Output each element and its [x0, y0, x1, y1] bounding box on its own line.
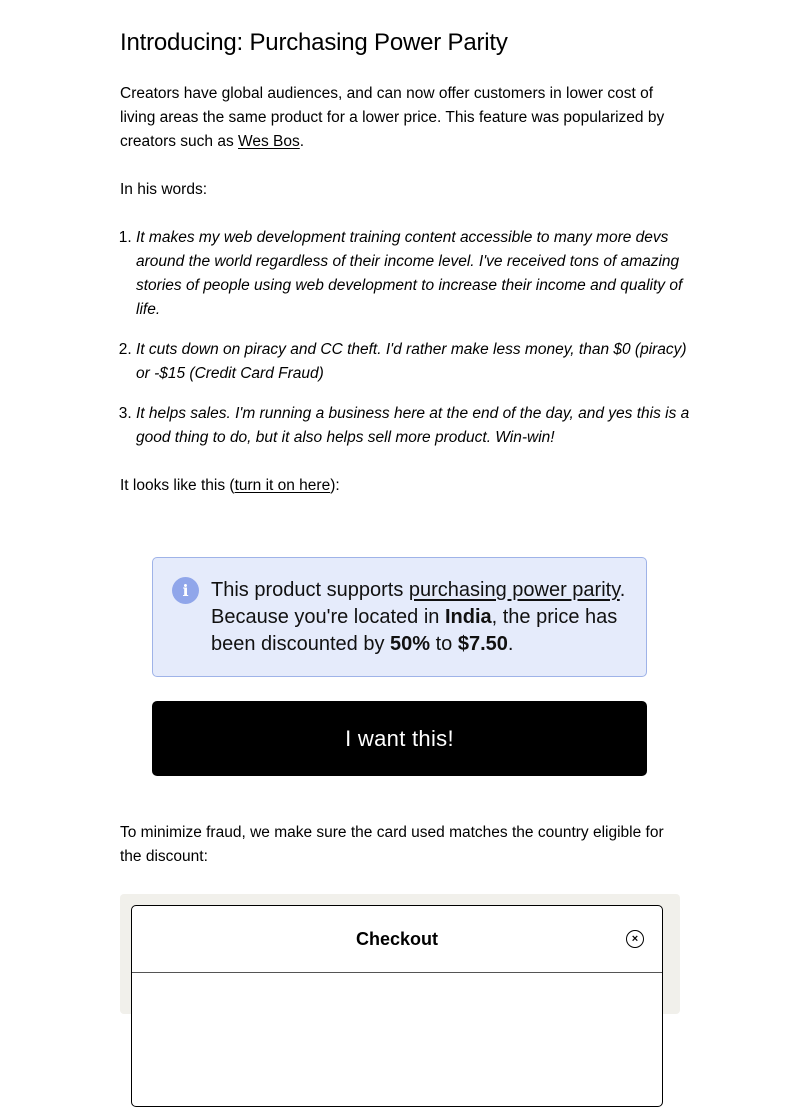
- wes-bos-link[interactable]: Wes Bos: [238, 133, 300, 150]
- fraud-note: To minimize fraud, we make sure the card used matches the country eligible for the discount:: [120, 824, 664, 865]
- list-item: 1. It makes my web development training content accessible to many more devs around the world regardless of their income level. I've received tons of amazing stories of people using web development to increase their income and quality of life.: [136, 226, 696, 322]
- notice-text: This product supports purchasing power parity. Because you're located in India, the price has been discounted by 50% to $7.50.: [211, 579, 626, 655]
- page-title: Introducing: Purchasing Power Parity: [120, 29, 508, 56]
- close-circle-icon[interactable]: ×: [626, 930, 644, 948]
- quote-lead: In his words:: [120, 181, 208, 198]
- checkout-modal: [131, 905, 663, 1107]
- reasons-list: [120, 226, 696, 466]
- i-want-this-button[interactable]: I want this!: [152, 701, 647, 776]
- discounted-price: $7.50: [457, 633, 508, 655]
- list-item: 2. It cuts down on piracy and CC theft. I'd rather make less money, than $0 (piracy) or -$15 (Credit Card Fraud): [136, 338, 696, 386]
- list-item: 3. It helps sales. I'm running a business here at the end of the day, and yes this is a good thing to do, but it also helps sell more product. Win-win!: [136, 402, 696, 450]
- discount-percent: 50%: [390, 633, 431, 655]
- ppp-demo: [152, 557, 647, 776]
- looks-like-paragraph: It looks like this (turn it on here):: [120, 477, 340, 494]
- ppp-notice: [152, 557, 647, 677]
- ppp-link[interactable]: purchasing power parity: [408, 579, 620, 601]
- info-icon: i: [172, 577, 199, 604]
- country: India: [444, 606, 492, 628]
- checkout-preview: [120, 894, 680, 1014]
- checkout-title: Checkout: [355, 928, 438, 949]
- turn-it-on-link[interactable]: turn it on here: [234, 477, 331, 494]
- checkout-header: [132, 906, 662, 973]
- intro-paragraph: Creators have global audiences, and can now offer customers in lower cost of living areas the same product for a lower price. This feature was popularized by creators such as Wes Bos.: [120, 85, 665, 150]
